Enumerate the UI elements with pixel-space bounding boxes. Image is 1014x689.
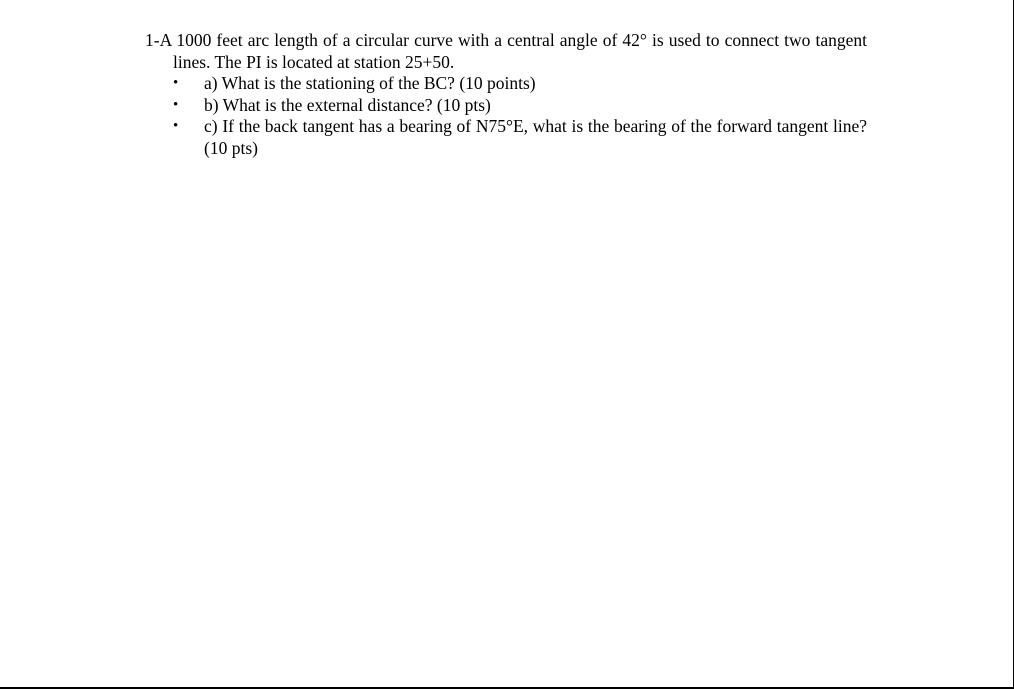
question-item-a (145, 73, 867, 95)
bullet-icon: • (173, 118, 179, 134)
problem-block (145, 30, 867, 159)
bullet-icon: • (173, 96, 179, 113)
question-item-c (145, 116, 867, 159)
bullet-icon: • (173, 75, 179, 91)
question-text-b: b) What is the external distance? (10 pts) (204, 94, 491, 115)
question-text-a: a) What is the stationing of the BC? (10 points) (204, 73, 536, 93)
question-list (145, 73, 867, 159)
question-text-c: c) If the back tangent has a bearing of N75°E, what is the bearing of the forward tangent line? (10 pts) (204, 116, 867, 158)
problem-statement: 1-A 1000 feet arc length of a circular curve with a central angle of 42° is used to connect two tangent lines. The PI is located at station 25+50. (145, 30, 867, 72)
question-item-b (145, 95, 867, 117)
